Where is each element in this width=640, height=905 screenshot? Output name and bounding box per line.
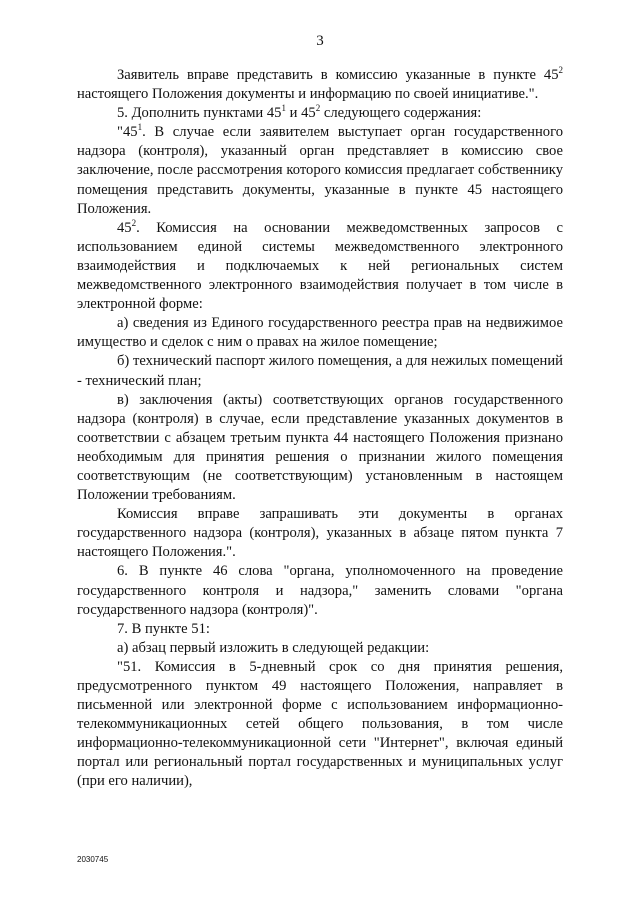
superscript-index: 1 — [137, 122, 143, 133]
document-body — [77, 66, 563, 792]
paragraph-text: 5. Дополнить пунктами 45 — [117, 105, 282, 122]
superscript-index: 2 — [315, 103, 321, 114]
paragraph-text: "51. Комиссия в 5-дневный срок со дня принятия решения, предусмотренного пунктом 49 настоящего Положения, направляет в письменной или электронной форме с использованием информационно-телекоммуникационных сетей общего пользования, в том числе информационно-телекоммуникационной сети "Интернет", включая единый портал или региональный портал государственных и муниципальных услуг (при его наличии), — [77, 658, 563, 790]
paragraph-commission-request — [77, 505, 563, 562]
document-code: 2030745 — [77, 855, 109, 864]
superscript-index: 2 — [558, 65, 563, 76]
paragraph-text: Заявитель вправе представить в комиссию указанные в пункте 45 — [117, 67, 559, 83]
paragraph-text: 7. В пункте 51: — [117, 620, 210, 637]
paragraph-sub-b — [77, 352, 563, 390]
paragraph-item-6 — [77, 562, 563, 619]
paragraph-item-7-a — [77, 639, 563, 658]
paragraph-sub-a — [77, 314, 563, 352]
paragraph-clause-51 — [77, 658, 563, 792]
paragraph-clause-45-1 — [77, 123, 563, 218]
paragraph-applicant-right — [77, 66, 563, 104]
paragraph-text: в) заключения (акты) соответствующих органов государственного надзора (контроля) в случае, если представление указанных документов в соответствии с абзацем третьим пункта 44 настоящего Положения признано необходимым для принятия решения о признании жилого помещения соответствующим (не соответствующим) установленным в настоящем Положении требованиям. — [77, 391, 563, 504]
paragraph-sub-v — [77, 391, 563, 506]
paragraph-text: . Комиссия на основании межведомственных запросов с использованием единой системы межведомственного электронного взаимодействия и подключаемых к ней региональных систем межведомственного электронного взаимодействия получает в том числе в электронной форме: — [77, 219, 563, 313]
page-number: 3 — [316, 33, 324, 49]
superscript-index: 1 — [281, 103, 286, 114]
paragraph-text: и 45 — [285, 105, 316, 122]
paragraph-text: настоящего Положения документы и информацию по своей инициативе.". — [77, 86, 539, 103]
paragraph-text: а) абзац первый изложить в следующей редакции: — [117, 639, 430, 656]
superscript-index: 2 — [131, 217, 137, 228]
paragraph-text: . В случае если заявителем выступает орган государственного надзора (контроля), указанный орган представляет в комиссию свое заключение, после рассмотрения которого комиссия предлагает собственнику помещения представить документы, указанные в пункте 45 настоящего Положения. — [77, 124, 563, 217]
paragraph-item-5 — [77, 104, 563, 123]
paragraph-text: 6. В пункте 46 слова "органа, уполномоченного на проведение государственного контроля и надзора," заменить словами "органа государственного надзора (контроля)". — [77, 563, 563, 618]
paragraph-text: "45 — [117, 124, 138, 141]
paragraph-item-7 — [77, 620, 563, 639]
paragraph-text: а) сведения из Единого государственного реестра прав на недвижимое имущество и сделок с ним о правах на жилое помещение; — [77, 315, 563, 351]
paragraph-text: б) технический паспорт жилого помещения, а для нежилых помещений - технический план; — [77, 353, 563, 389]
paragraph-clause-45-2 — [77, 219, 563, 314]
paragraph-text: 45 — [117, 219, 132, 236]
paragraph-text: следующего содержания: — [320, 105, 482, 122]
paragraph-text: Комиссия вправе запрашивать эти документы в органах государственного надзора (контроля), указанных в абзаце пятом пункта 7 настоящего Положения.". — [77, 506, 563, 561]
